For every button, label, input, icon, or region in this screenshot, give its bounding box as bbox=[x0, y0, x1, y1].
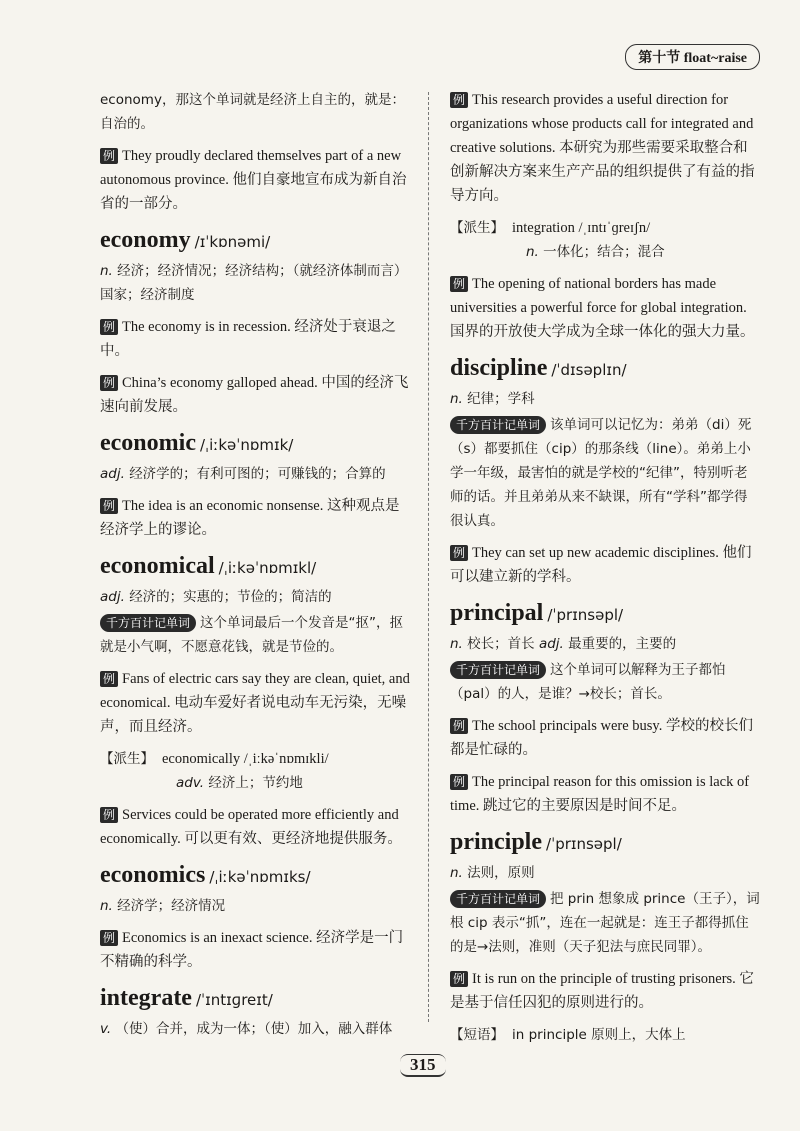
entry-economic-headword: economic /ˌiːkəˈnɒmɪk/ bbox=[100, 430, 294, 456]
example: 例 The school principals were busy. 学校的校长们都是忙碌的。 bbox=[450, 718, 753, 758]
derivation-tag: 【派生】 bbox=[100, 751, 154, 767]
example: 例 The principal reason for this omission is lack of time. 跳过它的主要原因是时间不足。 bbox=[450, 774, 750, 814]
entry-economy-headword: economy /ɪˈkɒnəmi/ bbox=[100, 227, 271, 253]
definition: n. 经济学；经济情况 bbox=[100, 898, 226, 914]
example: 例 They can set up new academic disciplines. 他们可以建立新的学科。 bbox=[450, 545, 752, 585]
example: 例 Services could be operated more efficiently and economically. 可以更有效、更经济地提供服务。 bbox=[100, 807, 402, 847]
entry-integrate-headword: integrate /ˈɪntɪɡreɪt/ bbox=[100, 985, 273, 1011]
definition: adj. 经济学的；有利可图的；可赚钱的；合算的 bbox=[100, 466, 386, 482]
example: 例 The idea is an economic nonsense. 这种观点是经济学上的谬论。 bbox=[100, 498, 400, 538]
page-number: 315 bbox=[400, 1054, 446, 1077]
entry-principal-headword: principal /ˈprɪnsəpl/ bbox=[450, 600, 624, 626]
entry-principle-headword: principle /ˈprɪnsəpl/ bbox=[450, 829, 622, 855]
example-tag: 例 bbox=[100, 148, 118, 164]
example-continued: 例 This research provides a useful direction for organizations whose products call for integrated and creative solutions. 本研究为那些需要采取整合和创新解决方案来生产产品的组织提供了有益的指导方向。 bbox=[450, 92, 755, 204]
example-continued: 例 They proudly declared themselves part of a new autonomous province. 他们自豪地宣布成为新自治省的一部分。 bbox=[100, 148, 407, 212]
phrase: 【短语】 in principle 原则上，大体上 bbox=[450, 1027, 686, 1043]
memory-tip: 千方百计记单词 该单词可以记忆为：弟弟（di）死（s）都要抓住（cip）的那条线（line）。弟弟上小学一年级，最害怕的就是学校的“纪律”，特别听老师的话。并且弟弟从来不缺课，所有“学科”都学得很认真。 bbox=[450, 417, 752, 529]
right-column bbox=[450, 88, 760, 1055]
example: 例 Fans of electric cars say they are clean, quiet, and economical. 电动车爱好者说电动车无污染，无噪声，而且经济。 bbox=[100, 671, 410, 735]
example: 例 The opening of national borders has made universities a powerful force for global integration. 国界的开放使大学成为全球一体化的强大力量。 bbox=[450, 276, 755, 340]
section-header-tab: 第十节 float~raise bbox=[625, 44, 760, 70]
continued-text: economy，那这个单词就是经济上自主的，就是：自治的。 bbox=[100, 92, 405, 132]
derivation: 【派生】 integration /ˌɪntɪˈɡreɪʃn/ n. 一体化；结合；混合 bbox=[450, 220, 665, 260]
example: 例 It is run on the principle of trusting prisoners. 它是基于信任囚犯的原则进行的。 bbox=[450, 971, 754, 1011]
definition: n. 校长；首长 adj. 最重要的，主要的 bbox=[450, 636, 677, 652]
derivation: 【派生】 economically /ˌiːkəˈnɒmɪkli/ adv. 经济上；节约地 bbox=[100, 751, 329, 791]
example: 例 China’s economy galloped ahead. 中国的经济飞速向前发展。 bbox=[100, 375, 409, 415]
definition: adj. 经济的；实惠的；节俭的；简洁的 bbox=[100, 589, 332, 605]
column-divider bbox=[428, 92, 429, 1022]
phrase-tag: 【短语】 bbox=[450, 1027, 504, 1043]
memory-tip: 千方百计记单词 这个单词最后一个发音是“抠”，抠就是小气啊，不愿意花钱，就是节俭的。 bbox=[100, 615, 404, 655]
memory-tip: 千方百计记单词 把 prin 想象成 prince（王子），词根 cip 表示“抓”，连在一起就是：连王子都得抓住的是→法则，准则（天子犯法与庶民同罪）。 bbox=[450, 891, 760, 955]
memory-tag: 千方百计记单词 bbox=[100, 614, 196, 632]
left-column bbox=[100, 88, 410, 1049]
example: 例 The economy is in recession. 经济处于衰退之中。 bbox=[100, 319, 396, 359]
example: 例 Economics is an inexact science. 经济学是一门不精确的科学。 bbox=[100, 930, 404, 970]
entry-economical-headword: economical /ˌiːkəˈnɒmɪkl/ bbox=[100, 553, 317, 579]
definition: v. （使）合并，成为一体；（使）加入，融入群体 bbox=[100, 1021, 393, 1037]
entry-discipline-headword: discipline /ˈdɪsəplɪn/ bbox=[450, 355, 627, 381]
memory-tip: 千方百计记单词 这个单词可以解释为王子都怕（pal）的人，是谁？→校长；首长。 bbox=[450, 662, 726, 702]
definition: n. 法则，原则 bbox=[450, 865, 535, 881]
definition: n. 纪律；学科 bbox=[450, 391, 535, 407]
entry-economics-headword: economics /ˌiːkəˈnɒmɪks/ bbox=[100, 862, 311, 888]
definition: n. 经济；经济情况；经济结构；（就经济体制而言）国家；经济制度 bbox=[100, 263, 408, 303]
